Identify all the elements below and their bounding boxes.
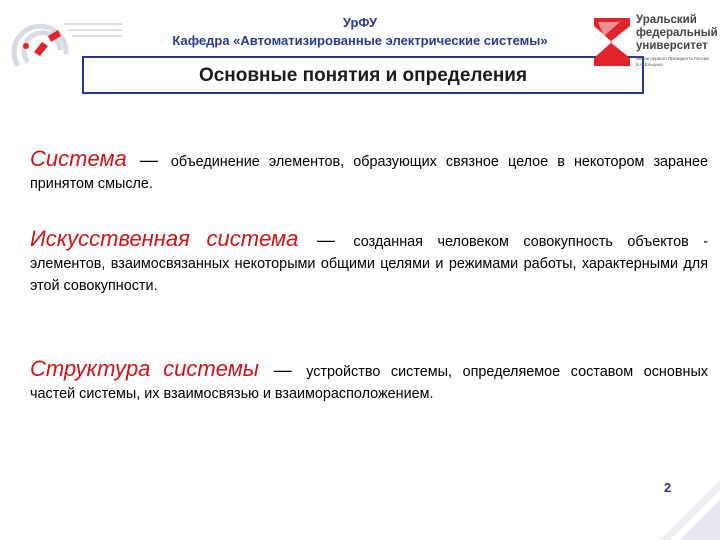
definition-system bbox=[30, 148, 708, 195]
definition-system-structure bbox=[30, 358, 708, 405]
slide-title-box bbox=[82, 56, 644, 94]
term-artificial-system: Искусственная система bbox=[30, 226, 299, 251]
term-system: Система bbox=[30, 146, 127, 171]
page-number: 2 bbox=[664, 480, 672, 495]
org-header bbox=[110, 14, 610, 50]
term-system-structure: Структура системы bbox=[30, 356, 259, 381]
dash: — bbox=[273, 360, 292, 380]
dash: — bbox=[316, 230, 335, 250]
definition-artificial-system bbox=[30, 228, 708, 297]
department-name: Кафедра «Автоматизированные электрические системы» bbox=[172, 33, 548, 48]
brand-text bbox=[636, 14, 718, 53]
brand-line-2: федеральный bbox=[636, 27, 718, 39]
brand-line-3: университет bbox=[636, 40, 708, 52]
definition-text: объединение элементов, образующих связное целое в некотором заранее принятом смысле. bbox=[30, 154, 709, 192]
dash: — bbox=[139, 150, 158, 170]
definition-text: созданная человеком совокупность объектов - элементов, взаимосвязанных некоторыми общими целями и режимами работы, характерными для этой совокупности. bbox=[30, 234, 709, 294]
org-name: УрФУ bbox=[342, 15, 378, 30]
definition-text: устройство системы, определяемое составом основных частей системы, их взаимосвязью и взаиморасположением. bbox=[30, 364, 708, 402]
brand-subtitle: имени первого Президента России Б.Н.Ельцина bbox=[636, 56, 709, 67]
brand-line-1: Уральский bbox=[636, 14, 697, 26]
slide-title: Основные понятия и определения bbox=[198, 65, 528, 86]
